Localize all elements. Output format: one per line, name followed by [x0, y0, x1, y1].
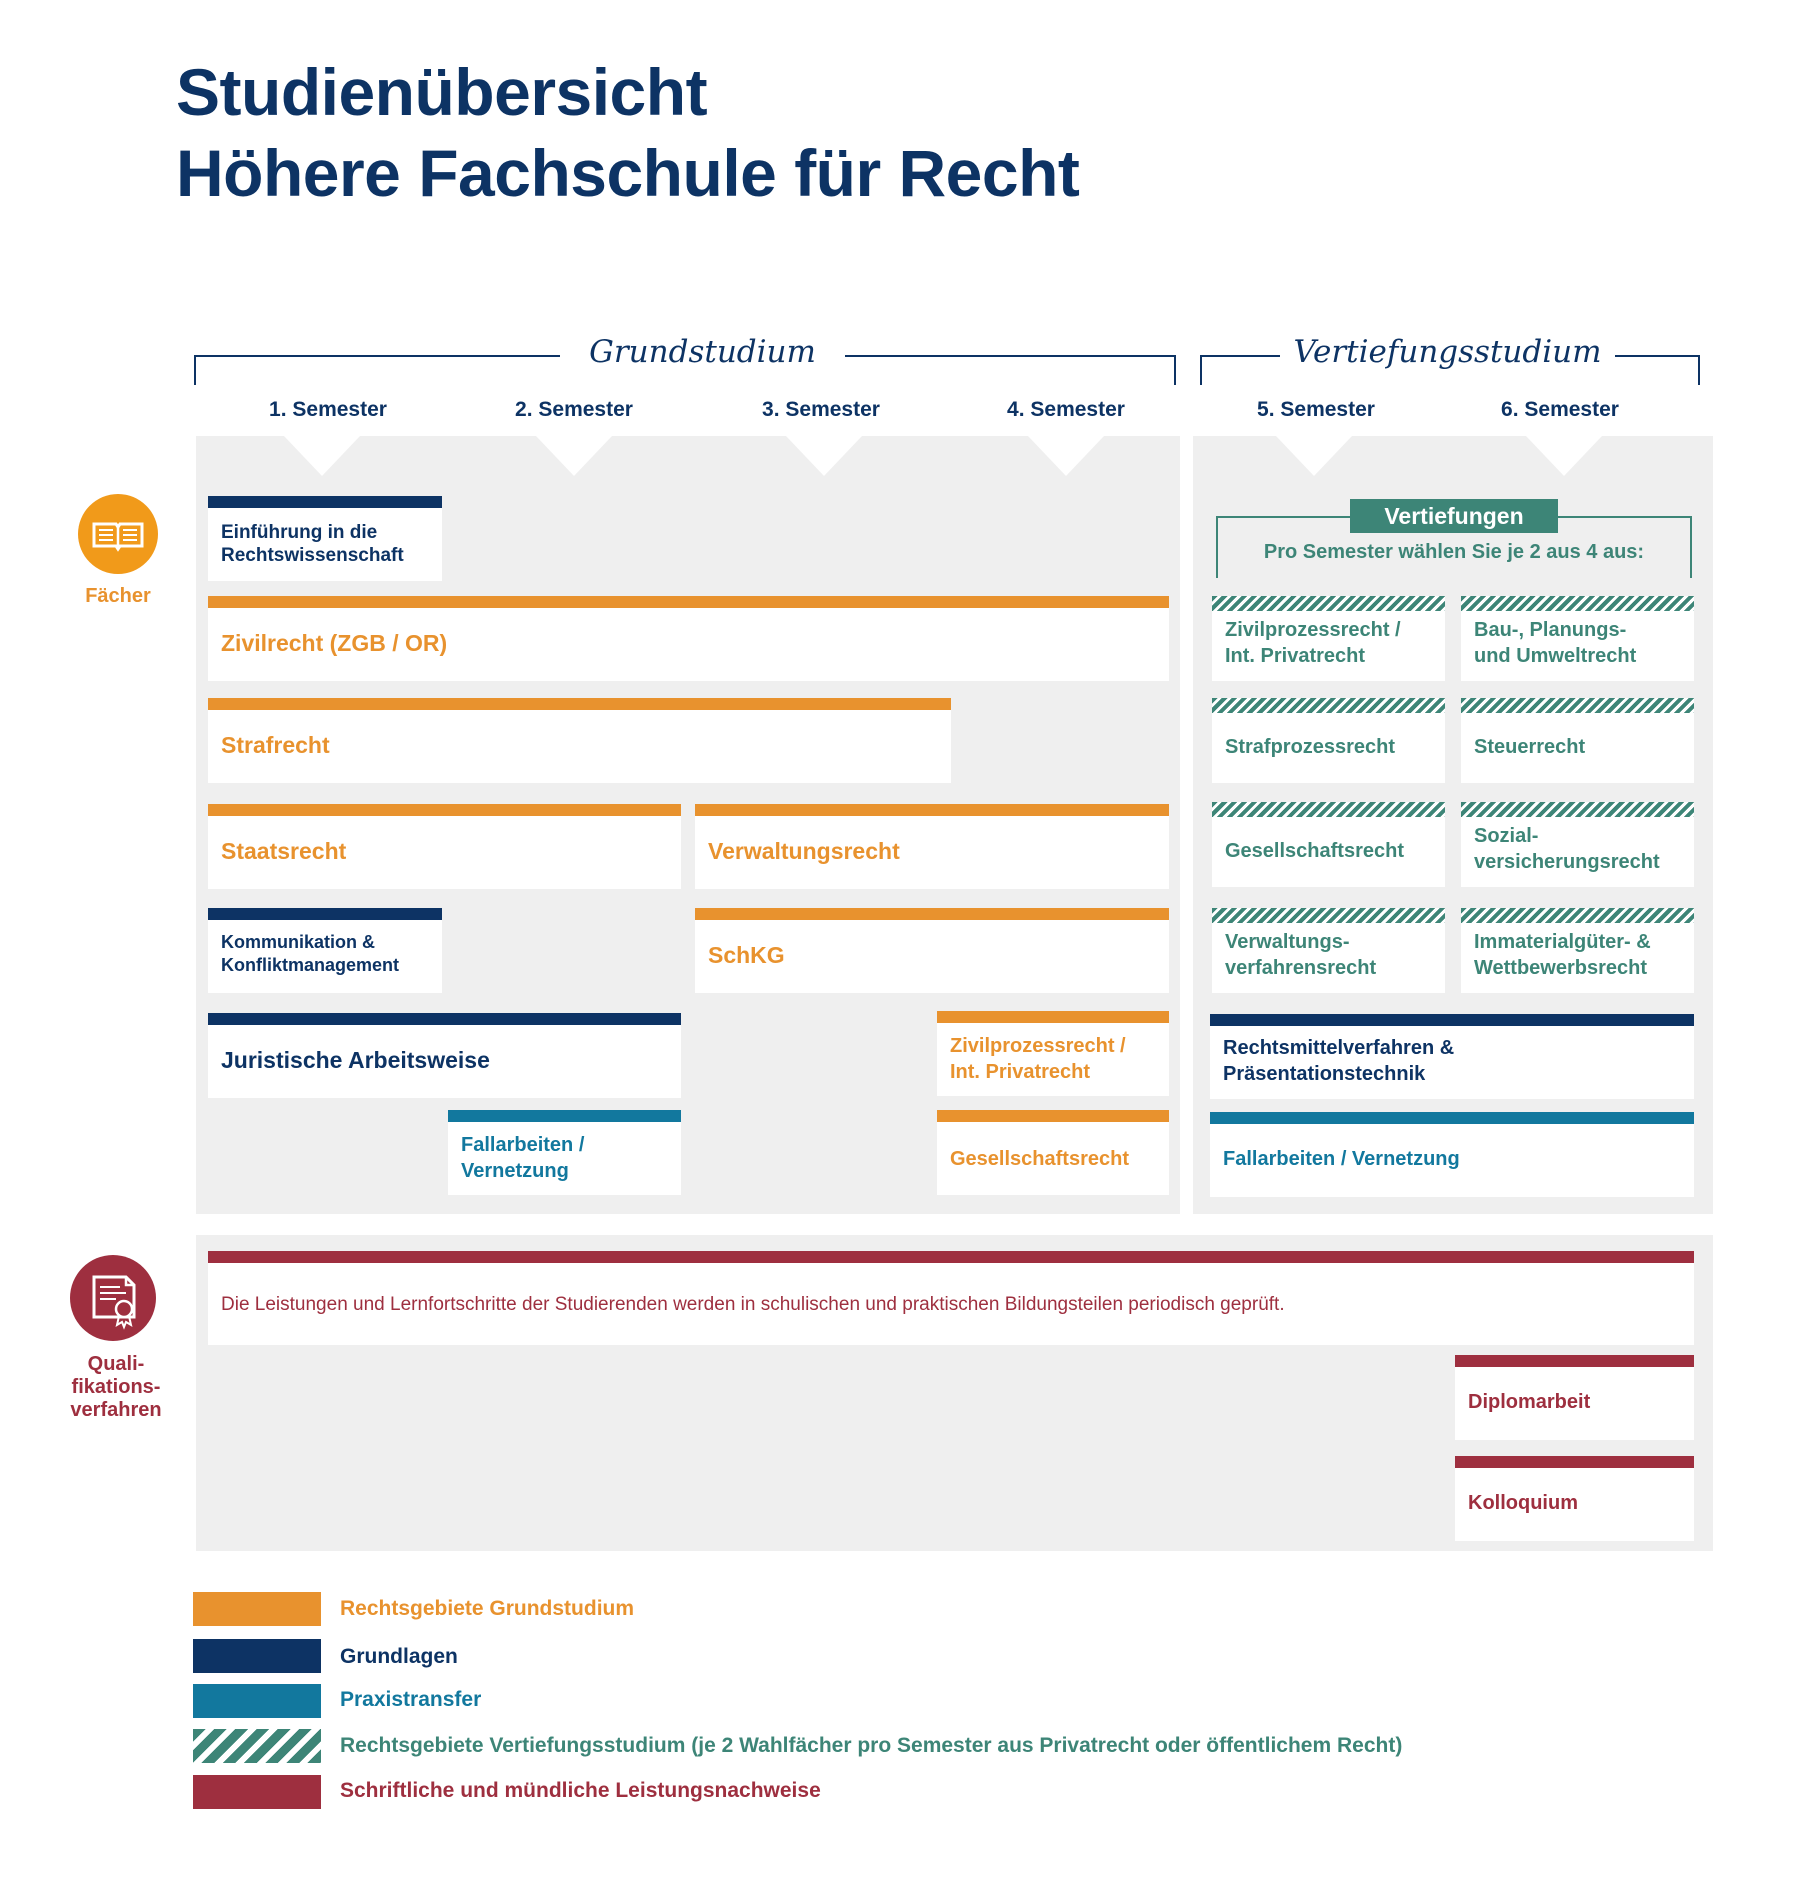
legend-label-leistungsnachweise: Schriftliche und mündliche Leistungsnachweise — [340, 1779, 821, 1802]
elective-bar — [1212, 802, 1445, 817]
qv-statement-card — [208, 1251, 1694, 1345]
course-label: Strafrecht — [221, 732, 330, 758]
course-bar — [1210, 1112, 1694, 1124]
book-icon — [78, 494, 158, 574]
grundstudium-bracket-right — [845, 355, 1176, 357]
elective-verwaltungsverfahrensrecht — [1212, 908, 1445, 993]
certificate-icon — [70, 1255, 156, 1341]
course-gesellschaftsrecht — [937, 1110, 1169, 1195]
elective-steuerrecht — [1461, 698, 1694, 783]
semester-2-marker — [536, 436, 612, 476]
semester-5-marker — [1276, 436, 1352, 476]
semester-2-label: 2. Semester — [515, 398, 633, 421]
qv-bar — [1455, 1456, 1694, 1468]
elective-immaterialgueterrecht — [1461, 908, 1694, 993]
course-bar — [208, 698, 951, 710]
elective-bar — [1461, 596, 1694, 611]
course-bar — [1210, 1014, 1694, 1026]
course-einfuehrung — [208, 496, 442, 581]
course-bar — [695, 908, 1169, 920]
course-kommunikation — [208, 908, 442, 993]
semester-1-marker — [284, 436, 360, 476]
elective-label: Steuerrecht — [1474, 736, 1586, 758]
course-label: SchKG — [708, 942, 785, 968]
elective-label: Zivilprozessrecht / Int. Privatrecht — [1225, 619, 1401, 667]
elective-bar — [1212, 698, 1445, 713]
grundstudium-tick-left — [194, 355, 196, 385]
elective-strafprozessrecht — [1212, 698, 1445, 783]
course-label: Kommunikation & Konfliktmanagement — [221, 932, 400, 975]
legend-label-vertiefungsstudium: Rechtsgebiete Vertiefungsstudium (je 2 Wahlfächer pro Semester aus Privatrecht oder öffentlichem Recht) — [340, 1734, 1403, 1757]
faecher-label: Fächer — [85, 585, 151, 607]
qv-label: Kolloquium — [1468, 1492, 1578, 1514]
course-bar — [208, 804, 681, 816]
course-bar — [208, 1013, 681, 1025]
semester-6-marker — [1526, 436, 1602, 476]
course-label: Verwaltungsrecht — [708, 838, 900, 864]
legend-label-grundstudium: Rechtsgebiete Grundstudium — [340, 1597, 635, 1620]
legend-label-praxistransfer: Praxistransfer — [340, 1688, 482, 1711]
course-staatsrecht — [208, 804, 681, 889]
qv-diplomarbeit — [1455, 1355, 1694, 1440]
course-label: Fallarbeiten / Vernetzung — [461, 1134, 585, 1182]
course-bar — [937, 1110, 1169, 1122]
vertiefung-tick-right — [1698, 355, 1700, 385]
course-label: Rechtsmittelverfahren & Präsentationstechnik — [1223, 1037, 1455, 1085]
course-zivilrecht — [208, 596, 1169, 681]
course-zivilprozessrecht — [937, 1011, 1169, 1096]
qualifikation-label: Quali- fikations- verfahren — [70, 1353, 162, 1421]
qv-bar — [1455, 1355, 1694, 1367]
vertiefungen-instruction: Pro Semester wählen Sie je 2 aus 4 aus: — [1263, 541, 1645, 563]
elective-label: Sozial- versicherungsrecht — [1474, 825, 1660, 873]
elective-label: Immaterialgüter- & Wettbewerbsrecht — [1474, 931, 1651, 979]
legend-label-grundlagen: Grundlagen — [340, 1645, 458, 1668]
elective-sozialversicherungsrecht — [1461, 802, 1694, 887]
phase-vertiefungsstudium: Vertiefungsstudium — [1293, 334, 1602, 370]
elective-bar — [1212, 596, 1445, 611]
course-label: Fallarbeiten / Vernetzung — [1223, 1148, 1460, 1170]
semester-3-marker — [786, 436, 862, 476]
course-bar — [208, 908, 442, 920]
elective-bar — [1212, 908, 1445, 923]
page-title: Studienübersicht — [176, 55, 708, 129]
elective-bar — [1461, 698, 1694, 713]
semester-5-label: 5. Semester — [1257, 398, 1375, 421]
course-label: Zivilrecht (ZGB / OR) — [221, 630, 448, 656]
course-bar — [448, 1110, 681, 1122]
elective-zivilprozessrecht — [1212, 596, 1445, 681]
legend-swatch-vertiefungsstudium — [193, 1729, 321, 1763]
page-subtitle: Höhere Fachschule für Recht — [176, 136, 1080, 210]
semester-3-label: 3. Semester — [762, 398, 880, 421]
vertiefung-bracket-right — [1615, 355, 1700, 357]
course-strafrecht — [208, 698, 951, 783]
qv-label: Diplomarbeit — [1468, 1391, 1591, 1413]
qv-bar — [208, 1251, 1694, 1263]
grundstudium-tick-right — [1174, 355, 1176, 385]
course-verwaltungsrecht — [695, 804, 1169, 889]
qv-statement: Die Leistungen und Lernfortschritte der Studierenden werden in schulischen und praktischen Bildungsteilen periodisch geprüft. — [221, 1294, 1285, 1315]
vertiefung-bracket-left — [1200, 355, 1280, 357]
course-fallarbeiten — [448, 1110, 681, 1195]
course-juristische-arbeitsweise — [208, 1013, 681, 1098]
semester-6-label: 6. Semester — [1501, 398, 1619, 421]
elective-label: Strafprozessrecht — [1225, 736, 1396, 758]
semester-4-marker — [1028, 436, 1104, 476]
course-label: Staatsrecht — [221, 838, 347, 864]
vertiefung-tick-left — [1200, 355, 1202, 385]
course-label: Einführung in die Rechtswissenschaft — [221, 522, 404, 566]
elective-label: Bau-, Planungs- und Umweltrecht — [1474, 619, 1637, 667]
elective-bar — [1461, 908, 1694, 923]
course-fallarbeiten-vertiefung — [1210, 1112, 1694, 1197]
legend-swatch-leistungsnachweise — [193, 1775, 321, 1809]
elective-bau-planung-umweltrecht — [1461, 596, 1694, 681]
course-bar — [208, 496, 442, 508]
course-label: Zivilprozessrecht / Int. Privatrecht — [950, 1035, 1126, 1083]
semester-1-label: 1. Semester — [269, 398, 387, 421]
elective-label: Verwaltungs- verfahrensrecht — [1225, 931, 1377, 979]
course-bar — [208, 596, 1169, 608]
elective-bar — [1461, 802, 1694, 817]
course-bar — [937, 1011, 1169, 1023]
grundstudium-bracket-left — [194, 355, 560, 357]
legend-swatch-grundstudium — [193, 1592, 321, 1626]
course-schkg — [695, 908, 1169, 993]
phase-grundstudium: Grundstudium — [589, 334, 816, 370]
course-rechtsmittelverfahren — [1210, 1014, 1694, 1099]
course-label: Gesellschaftsrecht — [950, 1148, 1129, 1170]
course-bar — [695, 804, 1169, 816]
legend-swatch-grundlagen — [193, 1639, 321, 1673]
qv-kolloquium — [1455, 1456, 1694, 1541]
course-label: Juristische Arbeitsweise — [221, 1047, 490, 1073]
vertiefungen-header: Vertiefungen — [1350, 499, 1558, 533]
semester-4-label: 4. Semester — [1007, 398, 1125, 421]
legend-swatch-praxistransfer — [193, 1684, 321, 1718]
elective-gesellschaftsrecht — [1212, 802, 1445, 887]
elective-label: Gesellschaftsrecht — [1225, 840, 1404, 862]
